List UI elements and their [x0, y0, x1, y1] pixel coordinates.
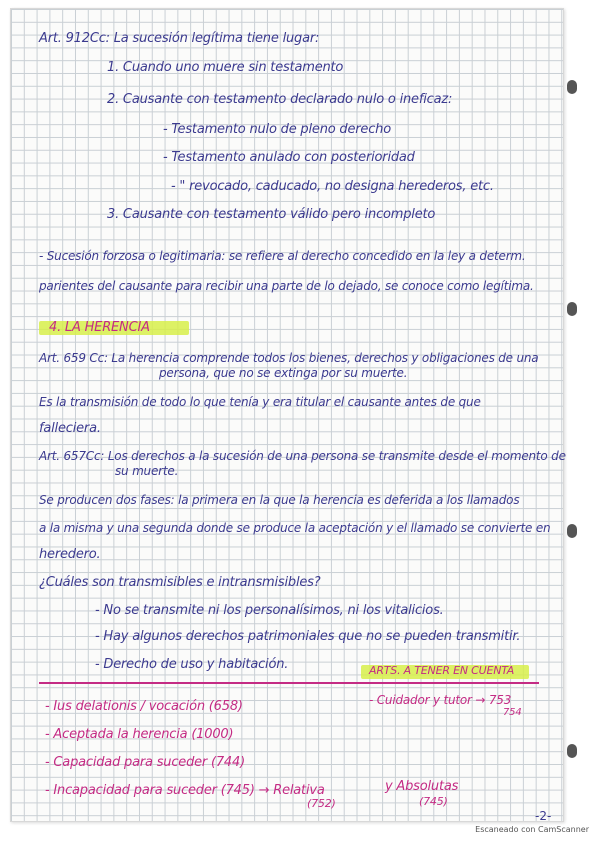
- note-line: Se producen dos fases: la primera en la que la herencia es deferida a los llamados: [39, 493, 520, 507]
- note-line: (745): [419, 795, 448, 808]
- note-line: - Incapacidad para suceder (745) → Relativa: [45, 783, 325, 798]
- note-line: persona, que no se extinga por su muerte.: [159, 366, 408, 380]
- note-line: 1. Cuando uno muere sin testamento: [107, 60, 344, 75]
- binder-hole-icon: [567, 80, 577, 94]
- note-line: falleciera.: [39, 421, 101, 436]
- note-line: - Ius delationis / vocación (658): [45, 699, 243, 714]
- note-line: Art. 659 Cc: La herencia comprende todos los bienes, derechos y obligaciones de una: [39, 351, 539, 365]
- note-line: 2. Causante con testamento declarado nulo o ineficaz:: [107, 92, 453, 107]
- note-line: ¿Cuáles son transmisibles e intransmisibles?: [39, 575, 321, 590]
- note-line: - Derecho de uso y habitación.: [95, 657, 289, 672]
- note-line: Es la transmisión de todo lo que tenía y era titular el causante antes de que: [39, 395, 481, 409]
- note-line: parientes del causante para recibir una parte de lo dejado, se conoce como legítima.: [39, 279, 534, 293]
- note-line: - Cuidador y tutor → 753: [369, 693, 512, 707]
- note-line: - Hay algunos derechos patrimoniales que no se pueden transmitir.: [95, 629, 521, 644]
- divider-rule: [39, 682, 539, 684]
- section-heading: ARTS. A TENER EN CUENTA: [369, 664, 515, 677]
- page-number: -2-: [535, 809, 552, 823]
- note-line: su muerte.: [115, 464, 179, 478]
- note-line: - Aceptada la herencia (1000): [45, 727, 234, 742]
- binder-hole-icon: [567, 524, 577, 538]
- scanner-watermark: Escaneado con CamScanner: [475, 825, 589, 834]
- note-line: (752): [307, 797, 336, 810]
- note-line: - No se transmite ni los personalísimos, ni los vitalicios.: [95, 603, 444, 618]
- binder-hole-icon: [567, 744, 577, 758]
- note-line: y Absolutas: [385, 779, 459, 794]
- note-line: Art. 912Cc: La sucesión legítima tiene lugar:: [39, 31, 320, 46]
- note-line: 754: [503, 707, 522, 718]
- note-line: 3. Causante con testamento válido pero incompleto: [107, 207, 436, 222]
- note-line: - Testamento nulo de pleno derecho: [163, 122, 391, 137]
- note-line: - Sucesión forzosa o legitimaria: se refiere al derecho concedido en la ley a determ.: [39, 249, 526, 263]
- note-line: Art. 657Cc: Los derechos a la sucesión de una persona se transmite desde el momento de: [39, 449, 566, 463]
- note-line: - " revocado, caducado, no designa herederos, etc.: [171, 179, 494, 194]
- note-line: a la misma y una segunda donde se produce la aceptación y el llamado se convierte en: [39, 521, 551, 535]
- note-line: heredero.: [39, 547, 101, 562]
- notebook-page: [10, 8, 564, 822]
- binder-hole-icon: [567, 302, 577, 316]
- note-line: - Capacidad para suceder (744): [45, 755, 245, 770]
- section-heading: 4. LA HERENCIA: [49, 320, 150, 335]
- note-line: - Testamento anulado con posterioridad: [163, 150, 415, 165]
